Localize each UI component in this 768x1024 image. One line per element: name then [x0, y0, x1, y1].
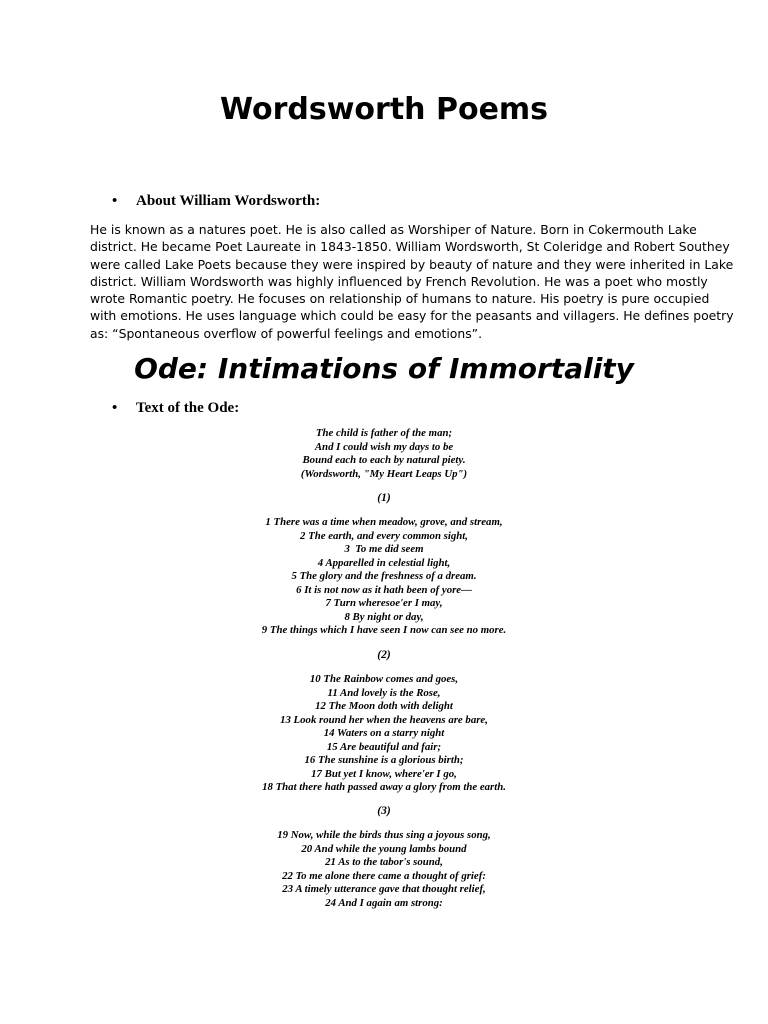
- ode-heading: [112, 398, 239, 418]
- bullet-icon: •: [112, 400, 118, 416]
- paragraph-line: He is known as a natures poet. He is also called as Worshiper of Nature. Born in Cokermouth Lake: [90, 222, 697, 237]
- ode-title: Ode: Intimations of Immortality: [134, 352, 634, 385]
- stanza-label-2: (2): [377, 649, 391, 661]
- poem-line: 22 To me alone there came a thought of grief:: [282, 869, 486, 882]
- bullet-icon: •: [112, 193, 118, 209]
- stanza-3: [0, 829, 768, 910]
- poem-line: 13 Look round her when the heavens are bare,: [280, 713, 488, 726]
- poem-line: 11 And lovely is the Rose,: [327, 686, 441, 699]
- poem-line: 5 The glory and the freshness of a dream.: [291, 570, 477, 582]
- paragraph-line: district. He became Poet Laureate in 1843-1850. William Wordsworth, St Coleridge and Robert Southey: [90, 239, 730, 255]
- poem-line: 6 It is not now as it hath been of yore—: [296, 583, 472, 596]
- ode-heading-text: Text of the Ode:: [136, 400, 240, 416]
- epigraph-line: And I could wish my days to be: [314, 440, 454, 453]
- poem-line: 7 Turn wheresoe'er I may,: [325, 597, 443, 609]
- poem-line: 18 That there hath passed away a glory from the earth.: [262, 781, 506, 793]
- poem-line: 1 There was a time when meadow, grove, and stream,: [265, 516, 503, 528]
- paragraph-line: district. William Wordsworth was highly influenced by French Revolution. He was a poet who mostly: [90, 273, 708, 289]
- poem-line: 3 To me did seem: [344, 543, 424, 555]
- stanza-label-1: (1): [377, 492, 391, 504]
- epigraph-line: (Wordsworth, "My Heart Leaps Up"): [300, 467, 468, 480]
- poem-line: 19 Now, while the birds thus sing a joyous song,: [277, 829, 491, 841]
- epigraph: [0, 427, 768, 481]
- poem-line: 16 The sunshine is a glorious birth;: [304, 754, 464, 766]
- stanza-2: [0, 673, 768, 795]
- about-paragraph: [90, 221, 734, 342]
- about-heading: [112, 191, 320, 211]
- stanza-1: [0, 516, 768, 638]
- poem-line: 2 The earth, and every common sight,: [300, 529, 468, 542]
- about-heading-text: About William Wordsworth:: [136, 193, 321, 209]
- paragraph-line: were called Lake Poets because they were inspired by beauty of nature and they were inherited in Lake: [90, 256, 734, 272]
- poem-line: 12 The Moon doth with delight: [315, 700, 453, 712]
- poem-line: 20 And while the young lambs bound: [301, 842, 467, 855]
- poem-line: 4 Apparelled in celestial light,: [317, 556, 451, 569]
- poem-line: 14 Waters on a starry night: [323, 727, 445, 739]
- paragraph-line: with emotions. He uses language which could be easy for the peasants and villagers. He defines poetry: [90, 308, 734, 324]
- paragraph-line: wrote Romantic poetry. He focuses on relationship of humans to nature. His poetry is pure occupied: [90, 291, 710, 307]
- paragraph-line: as: “Spontaneous overflow of powerful feelings and emotions”.: [90, 325, 483, 341]
- poem-line: 23 A timely utterance gave that thought relief,: [282, 883, 486, 895]
- epigraph-line: Bound each to each by natural piety.: [302, 454, 466, 466]
- epigraph-line: The child is father of the man;: [315, 427, 453, 439]
- page-title: Wordsworth Poems: [219, 92, 549, 127]
- poem-line: 9 The things which I have seen I now can see no more.: [261, 624, 507, 636]
- poem-line: 21 As to the tabor's sound,: [325, 856, 443, 868]
- poem-line: 17 But yet I know, where'er I go,: [311, 767, 457, 780]
- poem-line: 8 By night or day,: [344, 610, 424, 623]
- stanza-label-3: (3): [377, 805, 391, 817]
- poem-line: 10 The Rainbow comes and goes,: [309, 673, 459, 685]
- poem-line: 24 And I again am strong:: [325, 896, 443, 909]
- poem-line: 15 Are beautiful and fair;: [326, 740, 442, 753]
